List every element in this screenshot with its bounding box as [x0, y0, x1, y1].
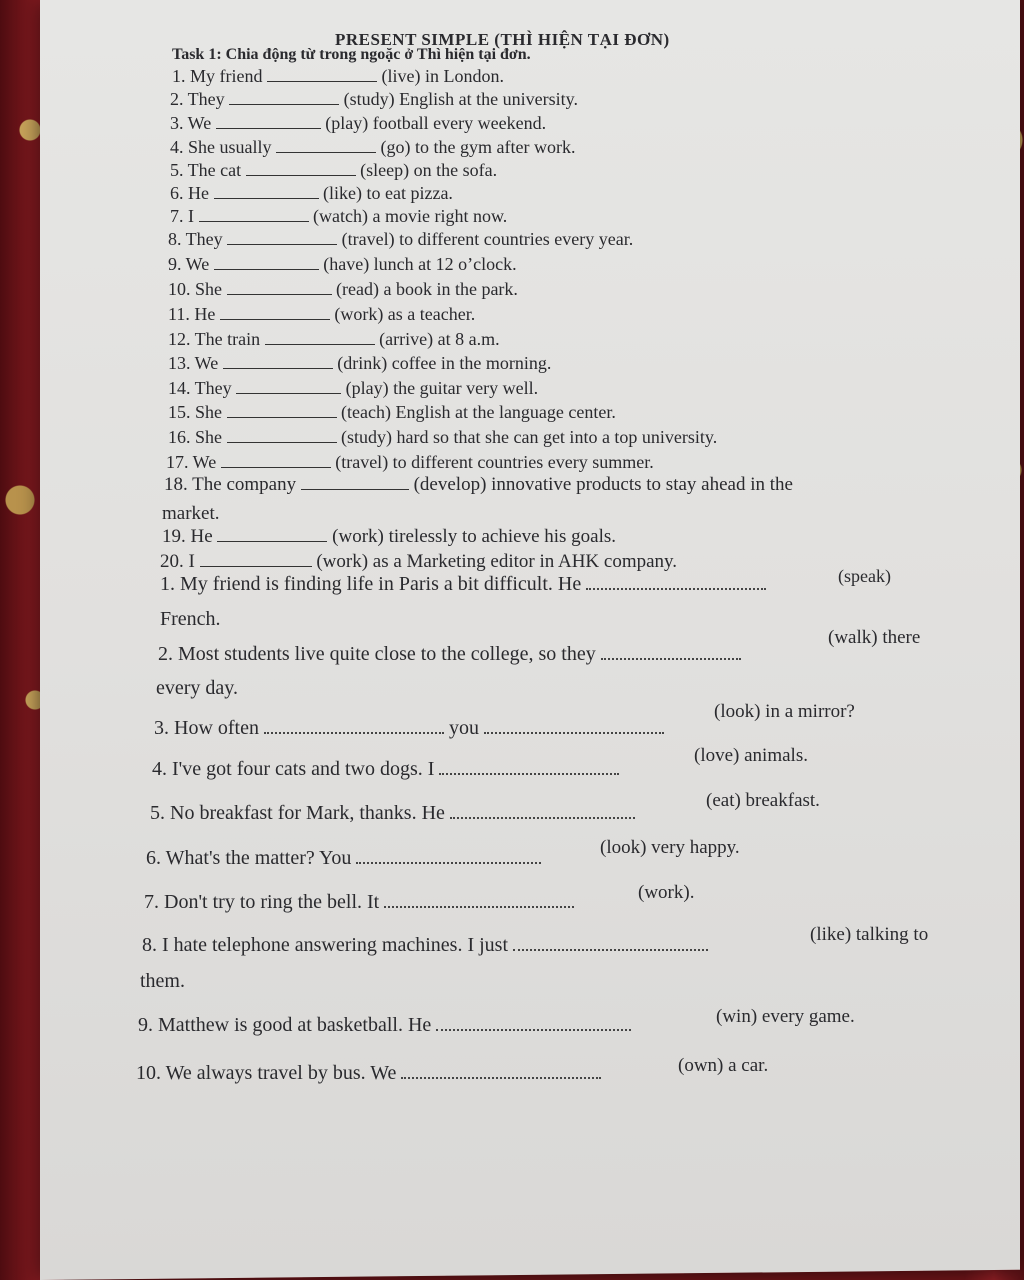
exercise-item: 19. He (work) tirelessly to achieve his goals. [162, 526, 617, 547]
answer-blank[interactable] [216, 127, 321, 129]
answer-blank[interactable] [227, 441, 337, 443]
exercise2-item: 9. Matthew is good at basketball. He [138, 1014, 631, 1037]
exercise-item: 16. She (study) hard so that she can get into a top university. [168, 427, 718, 447]
verb-hint: (look) in a mirror? [714, 701, 855, 722]
verb-hint: (walk) there [828, 627, 921, 648]
exercise-item: 13. We (drink) coffee in the morning. [168, 353, 552, 373]
exercise-item: 12. The train (arrive) at 8 a.m. [168, 329, 500, 349]
answer-blank[interactable] [265, 343, 375, 345]
worksheet-title: PRESENT SIMPLE (THÌ HIỆN TẠI ĐƠN) [335, 30, 670, 49]
answer-blank[interactable] [601, 657, 741, 660]
exercise2-item: 5. No breakfast for Mark, thanks. He [150, 802, 635, 825]
exercise2-continued: every day. [156, 677, 238, 699]
exercise2-item: 10. We always travel by bus. We [136, 1062, 601, 1085]
answer-blank[interactable] [356, 861, 541, 864]
exercise2-continued: French. [160, 608, 221, 630]
exercise2-item: 6. What's the matter? You [146, 847, 541, 870]
task-heading: Task 1: Chia động từ trong ngoặc ở Thì hiện tại đơn. [172, 46, 531, 63]
exercise2-item: 1. My friend is finding life in Paris a bit difficult. He [160, 573, 766, 596]
verb-hint: (love) animals. [694, 745, 808, 766]
exercise-item: 4. She usually (go) to the gym after work. [170, 137, 576, 157]
exercise-item: 14. They (play) the guitar very well. [168, 378, 539, 398]
answer-blank[interactable] [484, 731, 664, 734]
exercise-item: 20. I (work) as a Marketing editor in AHK company. [160, 551, 678, 572]
verb-hint: (speak) [838, 566, 891, 586]
exercise-item: 18. The company (develop) innovative products to stay ahead in the [164, 474, 793, 495]
answer-blank[interactable] [586, 587, 766, 590]
exercise2-item: 2. Most students live quite close to the college, so they [158, 643, 741, 666]
exercise-item: 6. He (like) to eat pizza. [170, 183, 453, 203]
answer-blank[interactable] [227, 416, 337, 418]
answer-blank[interactable] [436, 1028, 631, 1031]
verb-hint: (win) every game. [716, 1006, 855, 1027]
exercise-item: 2. They (study) English at the university. [170, 89, 578, 109]
exercise-item: 5. The cat (sleep) on the sofa. [170, 160, 498, 180]
exercise2-continued: them. [140, 970, 185, 992]
exercise-item: 11. He (work) as a teacher. [168, 304, 476, 324]
exercise-item: 3. We (play) football every weekend. [170, 113, 547, 133]
exercise2-item: 3. How often you [154, 717, 664, 740]
exercise-item: 9. We (have) lunch at 12 o’clock. [168, 254, 517, 274]
exercise-item: 1. My friend (live) in London. [172, 66, 504, 86]
verb-hint: (work). [638, 882, 695, 903]
answer-blank[interactable] [450, 816, 635, 819]
exercise-item: 8. They (travel) to different countries every year. [168, 229, 634, 249]
answer-blank[interactable] [236, 392, 341, 394]
verb-hint: (look) very happy. [600, 837, 740, 858]
exercise-item-continued: market. [162, 503, 220, 524]
answer-blank[interactable] [229, 103, 339, 105]
answer-blank[interactable] [264, 731, 444, 734]
answer-blank[interactable] [276, 151, 376, 153]
exercise-item: 7. I (watch) a movie right now. [170, 206, 508, 226]
answer-blank[interactable] [200, 565, 312, 567]
answer-blank[interactable] [214, 268, 319, 270]
verb-hint: (own) a car. [678, 1055, 769, 1076]
answer-blank[interactable] [221, 466, 331, 468]
answer-blank[interactable] [384, 905, 574, 908]
answer-blank[interactable] [513, 948, 708, 951]
answer-blank[interactable] [246, 174, 356, 176]
answer-blank[interactable] [227, 243, 337, 245]
answer-blank[interactable] [220, 318, 330, 320]
exercise2-item: 4. I've got four cats and two dogs. I [152, 758, 619, 781]
answer-blank[interactable] [439, 772, 619, 775]
exercise2-item: 7. Don't try to ring the bell. It [144, 891, 574, 914]
answer-blank[interactable] [267, 80, 377, 82]
answer-blank[interactable] [217, 540, 327, 542]
exercise2-item: 8. I hate telephone answering machines. I just [142, 934, 708, 957]
exercise-item: 10. She (read) a book in the park. [168, 279, 518, 299]
verb-hint: (eat) breakfast. [706, 790, 820, 811]
answer-blank[interactable] [214, 197, 319, 199]
answer-blank[interactable] [301, 488, 409, 490]
exercise-item: 15. She (teach) English at the language center. [168, 402, 616, 422]
answer-blank[interactable] [401, 1076, 601, 1079]
answer-blank[interactable] [227, 293, 332, 295]
answer-blank[interactable] [199, 220, 309, 222]
verb-hint: (like) talking to [810, 924, 929, 945]
exercise-item: 17. We (travel) to different countries every summer. [166, 452, 654, 472]
answer-blank[interactable] [223, 367, 333, 369]
